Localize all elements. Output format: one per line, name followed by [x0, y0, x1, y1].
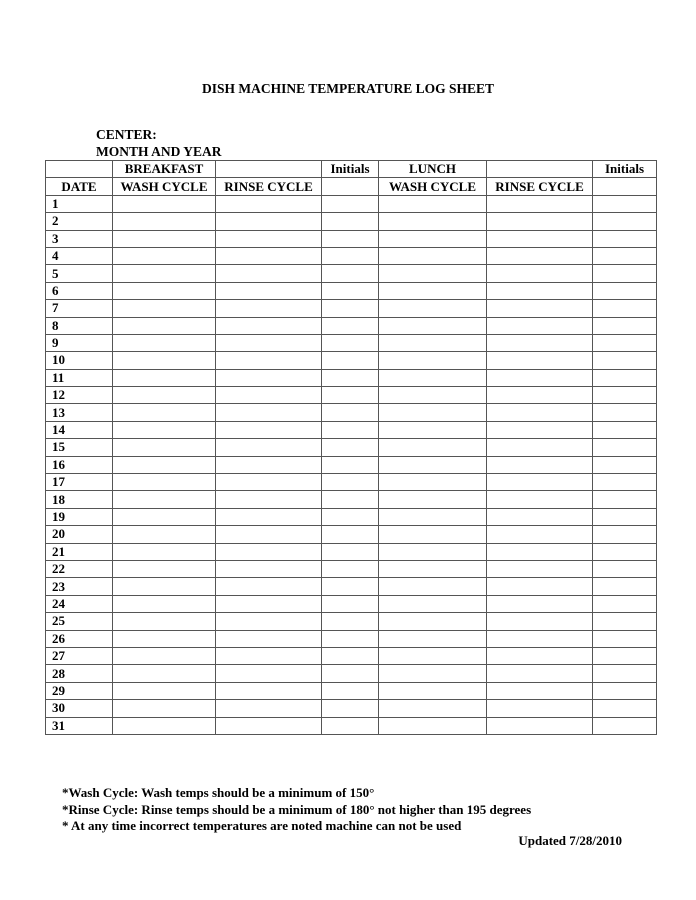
wash-cycle-header: WASH CYCLE [113, 178, 216, 195]
day-number: 26 [46, 630, 113, 647]
day-number: 12 [46, 387, 113, 404]
day-number: 20 [46, 526, 113, 543]
lunch-wash-cell[interactable] [379, 647, 487, 664]
day-number: 19 [46, 508, 113, 525]
breakfast-rinse-cell[interactable] [216, 560, 322, 577]
breakfast-initials-cell[interactable] [322, 317, 379, 334]
breakfast-initials-cell[interactable] [322, 421, 379, 438]
table-row [46, 491, 657, 508]
lunch-wash-cell[interactable] [379, 665, 487, 682]
day-number: 10 [46, 352, 113, 369]
breakfast-rinse-cell[interactable] [216, 630, 322, 647]
lunch-wash-cell[interactable] [379, 421, 487, 438]
breakfast-initials-cell[interactable] [322, 613, 379, 630]
incorrect-temp-note: * At any time incorrect temperatures are noted machine can not be used [62, 818, 462, 833]
lunch-wash-cell[interactable] [379, 474, 487, 491]
lunch-initials-cell[interactable] [593, 560, 657, 577]
lunch-initials-cell[interactable] [593, 613, 657, 630]
lunch-rinse-cell[interactable] [487, 717, 593, 734]
lunch-rinse-cell[interactable] [487, 630, 593, 647]
breakfast-initials-cell[interactable] [322, 195, 379, 212]
lunch-wash-cell[interactable] [379, 300, 487, 317]
temperature-log-table [45, 160, 657, 735]
lunch-rinse-cell[interactable] [487, 334, 593, 351]
lunch-initials-cell[interactable] [593, 369, 657, 386]
breakfast-wash-cell[interactable] [113, 213, 216, 230]
table-row [46, 387, 657, 404]
breakfast-initials-cell[interactable] [322, 508, 379, 525]
breakfast-rinse-cell[interactable] [216, 717, 322, 734]
blank-header-cell [487, 161, 593, 178]
table-row [46, 717, 657, 734]
day-number: 15 [46, 439, 113, 456]
lunch-initials-cell[interactable] [593, 230, 657, 247]
table-row [46, 300, 657, 317]
breakfast-initials-cell[interactable] [322, 717, 379, 734]
breakfast-rinse-cell[interactable] [216, 247, 322, 264]
lunch-initials-cell[interactable] [593, 352, 657, 369]
breakfast-wash-cell[interactable] [113, 456, 216, 473]
lunch-initials-cell[interactable] [593, 595, 657, 612]
lunch-initials-cell[interactable] [593, 682, 657, 699]
day-number: 7 [46, 300, 113, 317]
breakfast-rinse-cell[interactable] [216, 439, 322, 456]
breakfast-initials-cell[interactable] [322, 665, 379, 682]
table-row [46, 647, 657, 664]
breakfast-initials-cell[interactable] [322, 213, 379, 230]
lunch-initials-cell[interactable] [593, 508, 657, 525]
table-row [46, 682, 657, 699]
breakfast-wash-cell[interactable] [113, 526, 216, 543]
lunch-wash-cell[interactable] [379, 195, 487, 212]
breakfast-header: BREAKFAST [113, 161, 216, 178]
breakfast-rinse-cell[interactable] [216, 491, 322, 508]
table-row [46, 404, 657, 421]
breakfast-wash-cell[interactable] [113, 421, 216, 438]
breakfast-initials-cell[interactable] [322, 265, 379, 282]
table-row [46, 265, 657, 282]
breakfast-initials-cell[interactable] [322, 474, 379, 491]
breakfast-rinse-cell[interactable] [216, 282, 322, 299]
breakfast-rinse-cell[interactable] [216, 213, 322, 230]
breakfast-wash-cell[interactable] [113, 630, 216, 647]
breakfast-wash-cell[interactable] [113, 300, 216, 317]
lunch-wash-cell[interactable] [379, 595, 487, 612]
breakfast-wash-cell[interactable] [113, 613, 216, 630]
lunch-wash-cell[interactable] [379, 282, 487, 299]
day-number: 9 [46, 334, 113, 351]
lunch-rinse-cell[interactable] [487, 700, 593, 717]
breakfast-initials-cell[interactable] [322, 543, 379, 560]
blank-header-cell [216, 161, 322, 178]
day-number: 25 [46, 613, 113, 630]
breakfast-rinse-cell[interactable] [216, 300, 322, 317]
day-number: 4 [46, 247, 113, 264]
lunch-wash-cell[interactable] [379, 630, 487, 647]
table-row [46, 543, 657, 560]
breakfast-wash-cell[interactable] [113, 474, 216, 491]
lunch-initials-cell[interactable] [593, 630, 657, 647]
lunch-wash-cell[interactable] [379, 508, 487, 525]
breakfast-wash-cell[interactable] [113, 439, 216, 456]
table-row [46, 665, 657, 682]
lunch-wash-cell[interactable] [379, 439, 487, 456]
lunch-wash-cell[interactable] [379, 265, 487, 282]
breakfast-initials-cell[interactable] [322, 456, 379, 473]
table-row [46, 456, 657, 473]
lunch-initials-cell[interactable] [593, 578, 657, 595]
lunch-rinse-cell[interactable] [487, 456, 593, 473]
breakfast-wash-cell[interactable] [113, 387, 216, 404]
table-row [46, 195, 657, 212]
breakfast-wash-cell[interactable] [113, 230, 216, 247]
lunch-initials-cell[interactable] [593, 317, 657, 334]
table-row [46, 352, 657, 369]
breakfast-wash-cell[interactable] [113, 647, 216, 664]
day-number: 21 [46, 543, 113, 560]
lunch-rinse-cell[interactable] [487, 682, 593, 699]
table-row [46, 439, 657, 456]
lunch-rinse-cell[interactable] [487, 282, 593, 299]
breakfast-initials-cell[interactable] [322, 595, 379, 612]
breakfast-initials-cell[interactable] [322, 404, 379, 421]
breakfast-rinse-cell[interactable] [216, 456, 322, 473]
lunch-initials-cell[interactable] [593, 665, 657, 682]
lunch-rinse-cell[interactable] [487, 369, 593, 386]
lunch-initials-cell[interactable] [593, 543, 657, 560]
lunch-rinse-cell[interactable] [487, 352, 593, 369]
breakfast-rinse-cell[interactable] [216, 334, 322, 351]
breakfast-wash-cell[interactable] [113, 665, 216, 682]
breakfast-rinse-cell[interactable] [216, 665, 322, 682]
lunch-wash-cell[interactable] [379, 369, 487, 386]
lunch-rinse-cell[interactable] [487, 595, 593, 612]
breakfast-rinse-cell[interactable] [216, 421, 322, 438]
lunch-wash-cell[interactable] [379, 352, 487, 369]
rinse-cycle-note: *Rinse Cycle: Rinse temps should be a minimum of 180° not higher than 195 degrees [62, 801, 532, 817]
day-number: 8 [46, 317, 113, 334]
breakfast-rinse-cell[interactable] [216, 647, 322, 664]
blank-header-cell [46, 161, 113, 178]
lunch-initials-cell[interactable] [593, 647, 657, 664]
breakfast-wash-cell[interactable] [113, 560, 216, 577]
lunch-initials-cell[interactable] [593, 700, 657, 717]
breakfast-rinse-cell[interactable] [216, 508, 322, 525]
updated-date: Updated 7/28/2010 [518, 833, 622, 848]
breakfast-rinse-cell[interactable] [216, 230, 322, 247]
lunch-wash-cell[interactable] [379, 682, 487, 699]
table-row [46, 700, 657, 717]
wash-cycle-header: WASH CYCLE [379, 178, 487, 195]
lunch-rinse-cell[interactable] [487, 665, 593, 682]
breakfast-wash-cell[interactable] [113, 352, 216, 369]
lunch-rinse-cell[interactable] [487, 613, 593, 630]
lunch-wash-cell[interactable] [379, 404, 487, 421]
breakfast-initials-cell[interactable] [322, 630, 379, 647]
breakfast-initials-cell[interactable] [322, 352, 379, 369]
breakfast-wash-cell[interactable] [113, 317, 216, 334]
day-number: 13 [46, 404, 113, 421]
lunch-wash-cell[interactable] [379, 247, 487, 264]
breakfast-wash-cell[interactable] [113, 595, 216, 612]
lunch-wash-cell[interactable] [379, 526, 487, 543]
breakfast-rinse-cell[interactable] [216, 613, 322, 630]
rinse-cycle-header: RINSE CYCLE [487, 178, 593, 195]
breakfast-initials-cell[interactable] [322, 700, 379, 717]
lunch-initials-cell[interactable] [593, 439, 657, 456]
lunch-rinse-cell[interactable] [487, 508, 593, 525]
blank-header-cell [322, 178, 379, 195]
day-number: 28 [46, 665, 113, 682]
breakfast-wash-cell[interactable] [113, 491, 216, 508]
lunch-initials-cell[interactable] [593, 526, 657, 543]
breakfast-initials-cell[interactable] [322, 682, 379, 699]
breakfast-rinse-cell[interactable] [216, 543, 322, 560]
breakfast-initials-cell[interactable] [322, 526, 379, 543]
table-row [46, 630, 657, 647]
lunch-wash-cell[interactable] [379, 543, 487, 560]
breakfast-rinse-cell[interactable] [216, 526, 322, 543]
breakfast-rinse-cell[interactable] [216, 195, 322, 212]
breakfast-wash-cell[interactable] [113, 247, 216, 264]
lunch-initials-cell[interactable] [593, 213, 657, 230]
lunch-initials-cell[interactable] [593, 265, 657, 282]
breakfast-wash-cell[interactable] [113, 195, 216, 212]
group-header-row [46, 161, 657, 178]
day-number: 22 [46, 560, 113, 577]
lunch-initials-cell[interactable] [593, 387, 657, 404]
lunch-rinse-cell[interactable] [487, 647, 593, 664]
lunch-initials-cell[interactable] [593, 247, 657, 264]
lunch-wash-cell[interactable] [379, 578, 487, 595]
table-row [46, 213, 657, 230]
lunch-rinse-cell[interactable] [487, 300, 593, 317]
table-row [46, 578, 657, 595]
day-number: 5 [46, 265, 113, 282]
breakfast-wash-cell[interactable] [113, 700, 216, 717]
table-row [46, 595, 657, 612]
lunch-rinse-cell[interactable] [487, 543, 593, 560]
breakfast-rinse-cell[interactable] [216, 265, 322, 282]
day-number: 30 [46, 700, 113, 717]
breakfast-initials-cell[interactable] [322, 300, 379, 317]
breakfast-rinse-cell[interactable] [216, 578, 322, 595]
lunch-wash-cell[interactable] [379, 387, 487, 404]
lunch-wash-cell[interactable] [379, 491, 487, 508]
breakfast-wash-cell[interactable] [113, 578, 216, 595]
breakfast-initials-cell[interactable] [322, 387, 379, 404]
table-row [46, 613, 657, 630]
day-number: 11 [46, 369, 113, 386]
initials-header: Initials [593, 161, 657, 178]
lunch-wash-cell[interactable] [379, 717, 487, 734]
lunch-rinse-cell[interactable] [487, 230, 593, 247]
lunch-wash-cell[interactable] [379, 213, 487, 230]
lunch-initials-cell[interactable] [593, 717, 657, 734]
lunch-rinse-cell[interactable] [487, 421, 593, 438]
lunch-wash-cell[interactable] [379, 334, 487, 351]
breakfast-wash-cell[interactable] [113, 404, 216, 421]
table-row [46, 474, 657, 491]
breakfast-rinse-cell[interactable] [216, 404, 322, 421]
lunch-rinse-cell[interactable] [487, 317, 593, 334]
breakfast-wash-cell[interactable] [113, 682, 216, 699]
breakfast-initials-cell[interactable] [322, 334, 379, 351]
breakfast-wash-cell[interactable] [113, 265, 216, 282]
breakfast-initials-cell[interactable] [322, 560, 379, 577]
breakfast-wash-cell[interactable] [113, 543, 216, 560]
lunch-rinse-cell[interactable] [487, 526, 593, 543]
wash-cycle-note: *Wash Cycle: Wash temps should be a minimum of 150° [62, 785, 375, 800]
breakfast-wash-cell[interactable] [113, 508, 216, 525]
table-row [46, 230, 657, 247]
lunch-initials-cell[interactable] [593, 334, 657, 351]
table-row [46, 508, 657, 525]
table-row [46, 247, 657, 264]
lunch-rinse-cell[interactable] [487, 491, 593, 508]
lunch-initials-cell[interactable] [593, 300, 657, 317]
lunch-wash-cell[interactable] [379, 700, 487, 717]
breakfast-initials-cell[interactable] [322, 369, 379, 386]
lunch-rinse-cell[interactable] [487, 387, 593, 404]
breakfast-initials-cell[interactable] [322, 578, 379, 595]
lunch-initials-cell[interactable] [593, 195, 657, 212]
lunch-rinse-cell[interactable] [487, 560, 593, 577]
day-number: 27 [46, 647, 113, 664]
breakfast-wash-cell[interactable] [113, 334, 216, 351]
breakfast-initials-cell[interactable] [322, 647, 379, 664]
lunch-initials-cell[interactable] [593, 474, 657, 491]
lunch-rinse-cell[interactable] [487, 195, 593, 212]
day-number: 18 [46, 491, 113, 508]
day-number: 1 [46, 195, 113, 212]
lunch-rinse-cell[interactable] [487, 404, 593, 421]
lunch-wash-cell[interactable] [379, 230, 487, 247]
breakfast-rinse-cell[interactable] [216, 474, 322, 491]
month-year-label: MONTH AND YEAR [96, 144, 222, 159]
breakfast-initials-cell[interactable] [322, 230, 379, 247]
table-row [46, 317, 657, 334]
breakfast-rinse-cell[interactable] [216, 682, 322, 699]
date-header: DATE [46, 178, 113, 195]
lunch-rinse-cell[interactable] [487, 439, 593, 456]
lunch-initials-cell[interactable] [593, 456, 657, 473]
day-number: 2 [46, 213, 113, 230]
day-number: 23 [46, 578, 113, 595]
rinse-cycle-header: RINSE CYCLE [216, 178, 322, 195]
lunch-wash-cell[interactable] [379, 317, 487, 334]
lunch-initials-cell[interactable] [593, 282, 657, 299]
table-row [46, 421, 657, 438]
lunch-rinse-cell[interactable] [487, 265, 593, 282]
breakfast-rinse-cell[interactable] [216, 595, 322, 612]
day-number: 14 [46, 421, 113, 438]
breakfast-wash-cell[interactable] [113, 717, 216, 734]
day-number: 3 [46, 230, 113, 247]
lunch-header: LUNCH [379, 161, 487, 178]
breakfast-wash-cell[interactable] [113, 369, 216, 386]
breakfast-rinse-cell[interactable] [216, 352, 322, 369]
lunch-initials-cell[interactable] [593, 491, 657, 508]
table-row [46, 334, 657, 351]
breakfast-initials-cell[interactable] [322, 282, 379, 299]
breakfast-initials-cell[interactable] [322, 247, 379, 264]
lunch-initials-cell[interactable] [593, 421, 657, 438]
lunch-rinse-cell[interactable] [487, 213, 593, 230]
day-number: 31 [46, 717, 113, 734]
notes-section [62, 785, 531, 835]
breakfast-wash-cell[interactable] [113, 282, 216, 299]
blank-header-cell [593, 178, 657, 195]
lunch-rinse-cell[interactable] [487, 247, 593, 264]
column-header-row [46, 178, 657, 195]
day-number: 6 [46, 282, 113, 299]
day-number: 16 [46, 456, 113, 473]
breakfast-rinse-cell[interactable] [216, 387, 322, 404]
breakfast-rinse-cell[interactable] [216, 317, 322, 334]
day-number: 17 [46, 474, 113, 491]
day-number: 29 [46, 682, 113, 699]
lunch-wash-cell[interactable] [379, 560, 487, 577]
table-row [46, 369, 657, 386]
table-row [46, 526, 657, 543]
breakfast-initials-cell[interactable] [322, 491, 379, 508]
lunch-rinse-cell[interactable] [487, 578, 593, 595]
day-number: 24 [46, 595, 113, 612]
breakfast-rinse-cell[interactable] [216, 369, 322, 386]
page-title: DISH MACHINE TEMPERATURE LOG SHEET [201, 81, 495, 96]
lunch-rinse-cell[interactable] [487, 474, 593, 491]
breakfast-rinse-cell[interactable] [216, 700, 322, 717]
lunch-wash-cell[interactable] [379, 456, 487, 473]
table-row [46, 560, 657, 577]
initials-header: Initials [322, 161, 379, 178]
lunch-initials-cell[interactable] [593, 404, 657, 421]
table-row [46, 282, 657, 299]
lunch-wash-cell[interactable] [379, 613, 487, 630]
breakfast-initials-cell[interactable] [322, 439, 379, 456]
center-label: CENTER: [96, 127, 157, 142]
